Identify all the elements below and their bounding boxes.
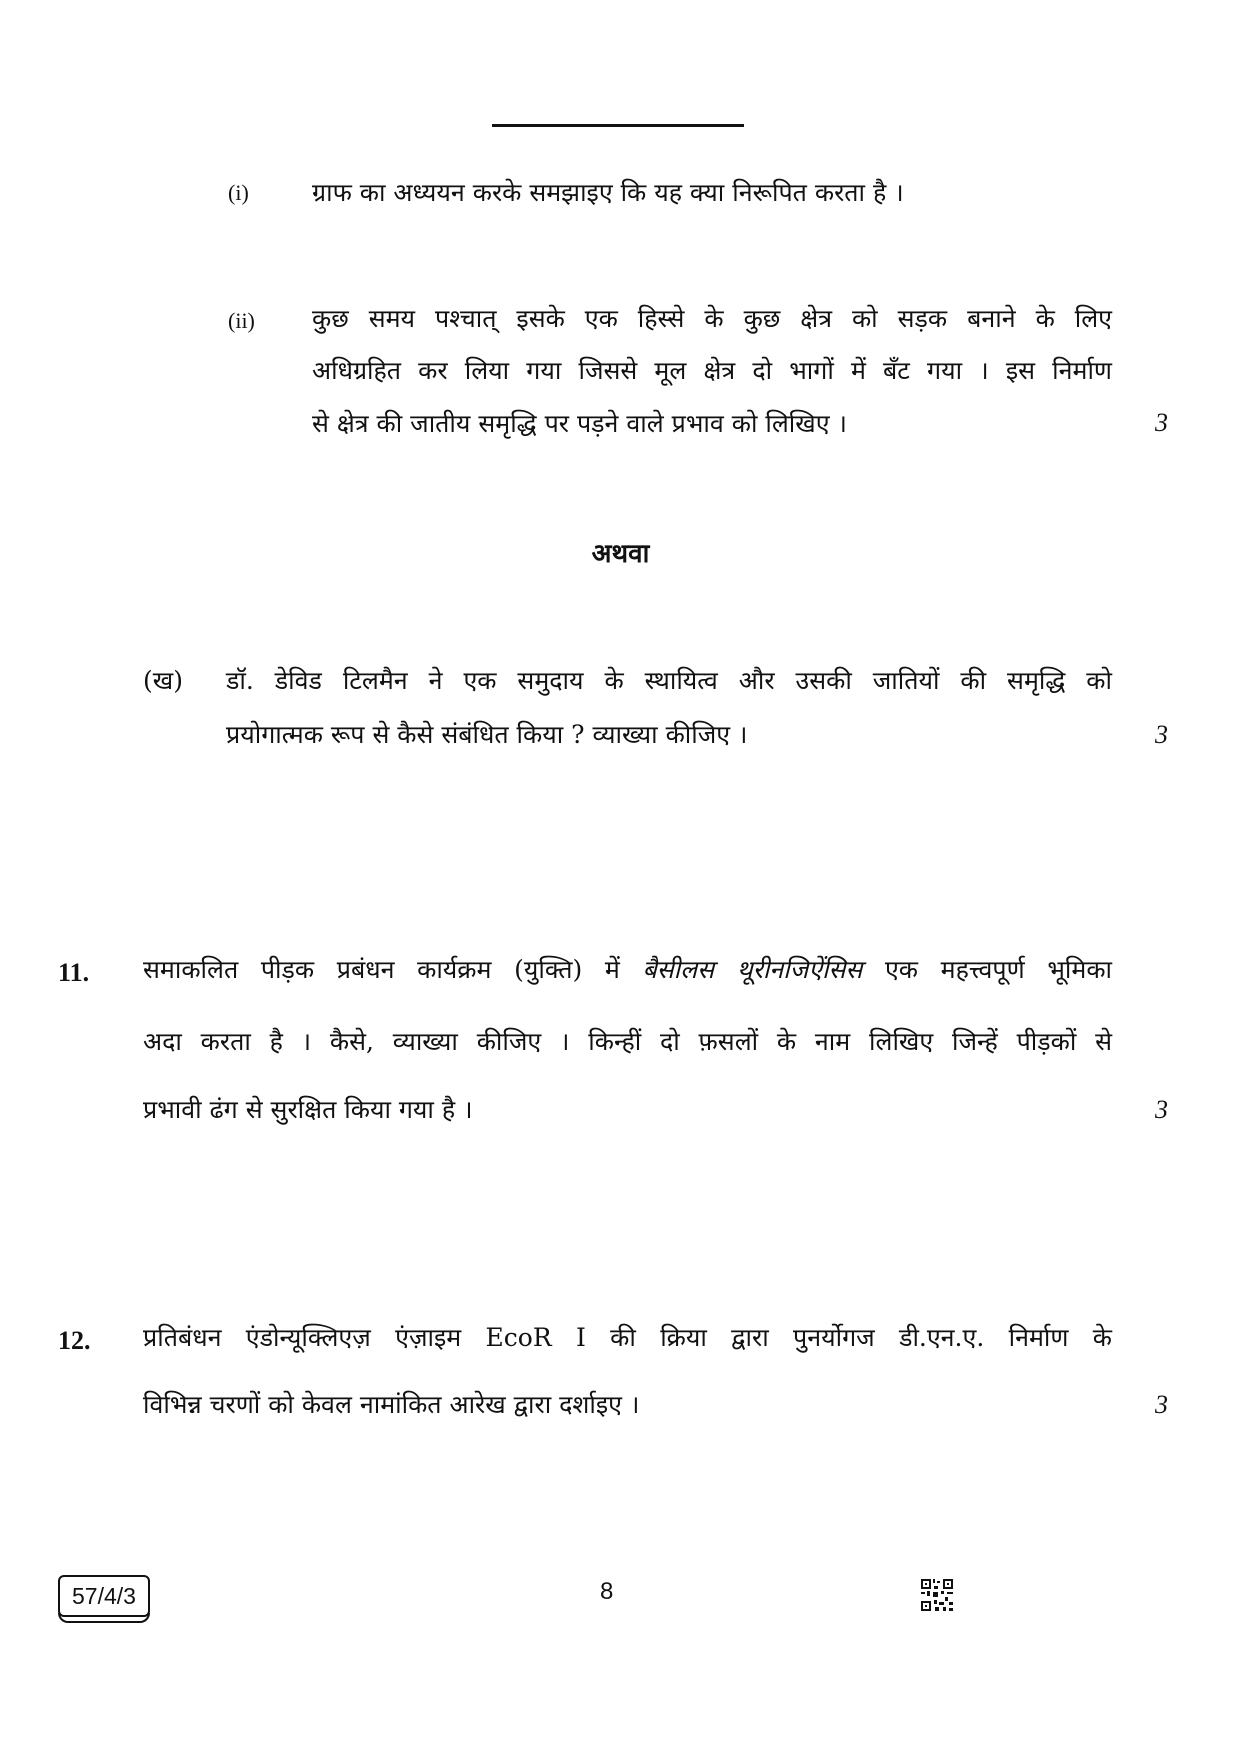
part-kha-line-1: डॉ. डेविड टिलमैन ने एक समुदाय के स्थायित्व और उसकी जातियों की समृद्धि को bbox=[226, 666, 1112, 695]
sub-question-ii-line-3: से क्षेत्र की जातीय समृद्धि पर पड़ने वाले प्रभाव को लिखिए । bbox=[312, 409, 847, 438]
question-11-line-1-end: एक महत्त्वपूर्ण भूमिका bbox=[884, 955, 1113, 984]
question-12-number: 12. bbox=[58, 1326, 91, 1355]
question-12-line-1: प्रतिबंधन एंडोन्यूक्लिएज़ एंज़ाइम EcoR I की क्रिया द्वारा पुनर्योगज डी.एन.ए. निर्माण के bbox=[143, 1323, 1112, 1352]
sub-question-i-text: ग्राफ का अध्ययन करके समझाइए कि यह क्या निरूपित करता है । bbox=[312, 178, 904, 207]
sub-question-i-label: (i) bbox=[228, 180, 249, 205]
top-divider-rule bbox=[492, 124, 744, 127]
sub-question-ii-line-2: अधिग्रहित कर लिया गया जिससे मूल क्षेत्र दो भागों में बँट गया । इस निर्माण bbox=[312, 356, 1112, 385]
question-11-number: 11. bbox=[58, 958, 90, 987]
part-kha-marks: 3 bbox=[1155, 720, 1168, 749]
part-kha-label: (ख) bbox=[143, 666, 183, 695]
question-12-marks: 3 bbox=[1155, 1390, 1168, 1419]
paper-code-badge: 57/4/3 bbox=[58, 1575, 150, 1617]
sub-question-ii-label: (ii) bbox=[228, 308, 255, 333]
question-11-line-3: प्रभावी ढंग से सुरक्षित किया गया है । bbox=[143, 1095, 473, 1124]
question-12-line-2: विभिन्न चरणों को केवल नामांकित आरेख द्वारा दर्शाइए । bbox=[143, 1390, 640, 1419]
question-11-line-2: अदा करता है । कैसे, व्याख्या कीजिए । किन्हीं दो फ़सलों के नाम लिखिए जिन्हें पीड़कों से bbox=[143, 1027, 1112, 1056]
question-11-line-1 bbox=[143, 955, 1112, 985]
qr-code-icon bbox=[920, 1578, 954, 1612]
question-11-marks: 3 bbox=[1155, 1095, 1168, 1124]
bacillus-thuringiensis-term: बैसीलस थूरीनजिऐंसिस bbox=[642, 955, 863, 984]
sub-question-ii-marks: 3 bbox=[1155, 408, 1168, 437]
or-heading: अथवा bbox=[591, 539, 650, 569]
sub-question-ii-line-1: कुछ समय पश्चात् इसके एक हिस्से के कुछ क्षेत्र को सड़क बनाने के लिए bbox=[312, 304, 1112, 333]
question-11-line-1-start: समाकलित पीड़क प्रबंधन कार्यक्रम (युक्ति) में bbox=[143, 955, 620, 984]
part-kha-line-2: प्रयोगात्मक रूप से कैसे संबंधित किया ? व्याख्या कीजिए । bbox=[226, 720, 748, 749]
page-number: 8 bbox=[600, 1578, 614, 1605]
